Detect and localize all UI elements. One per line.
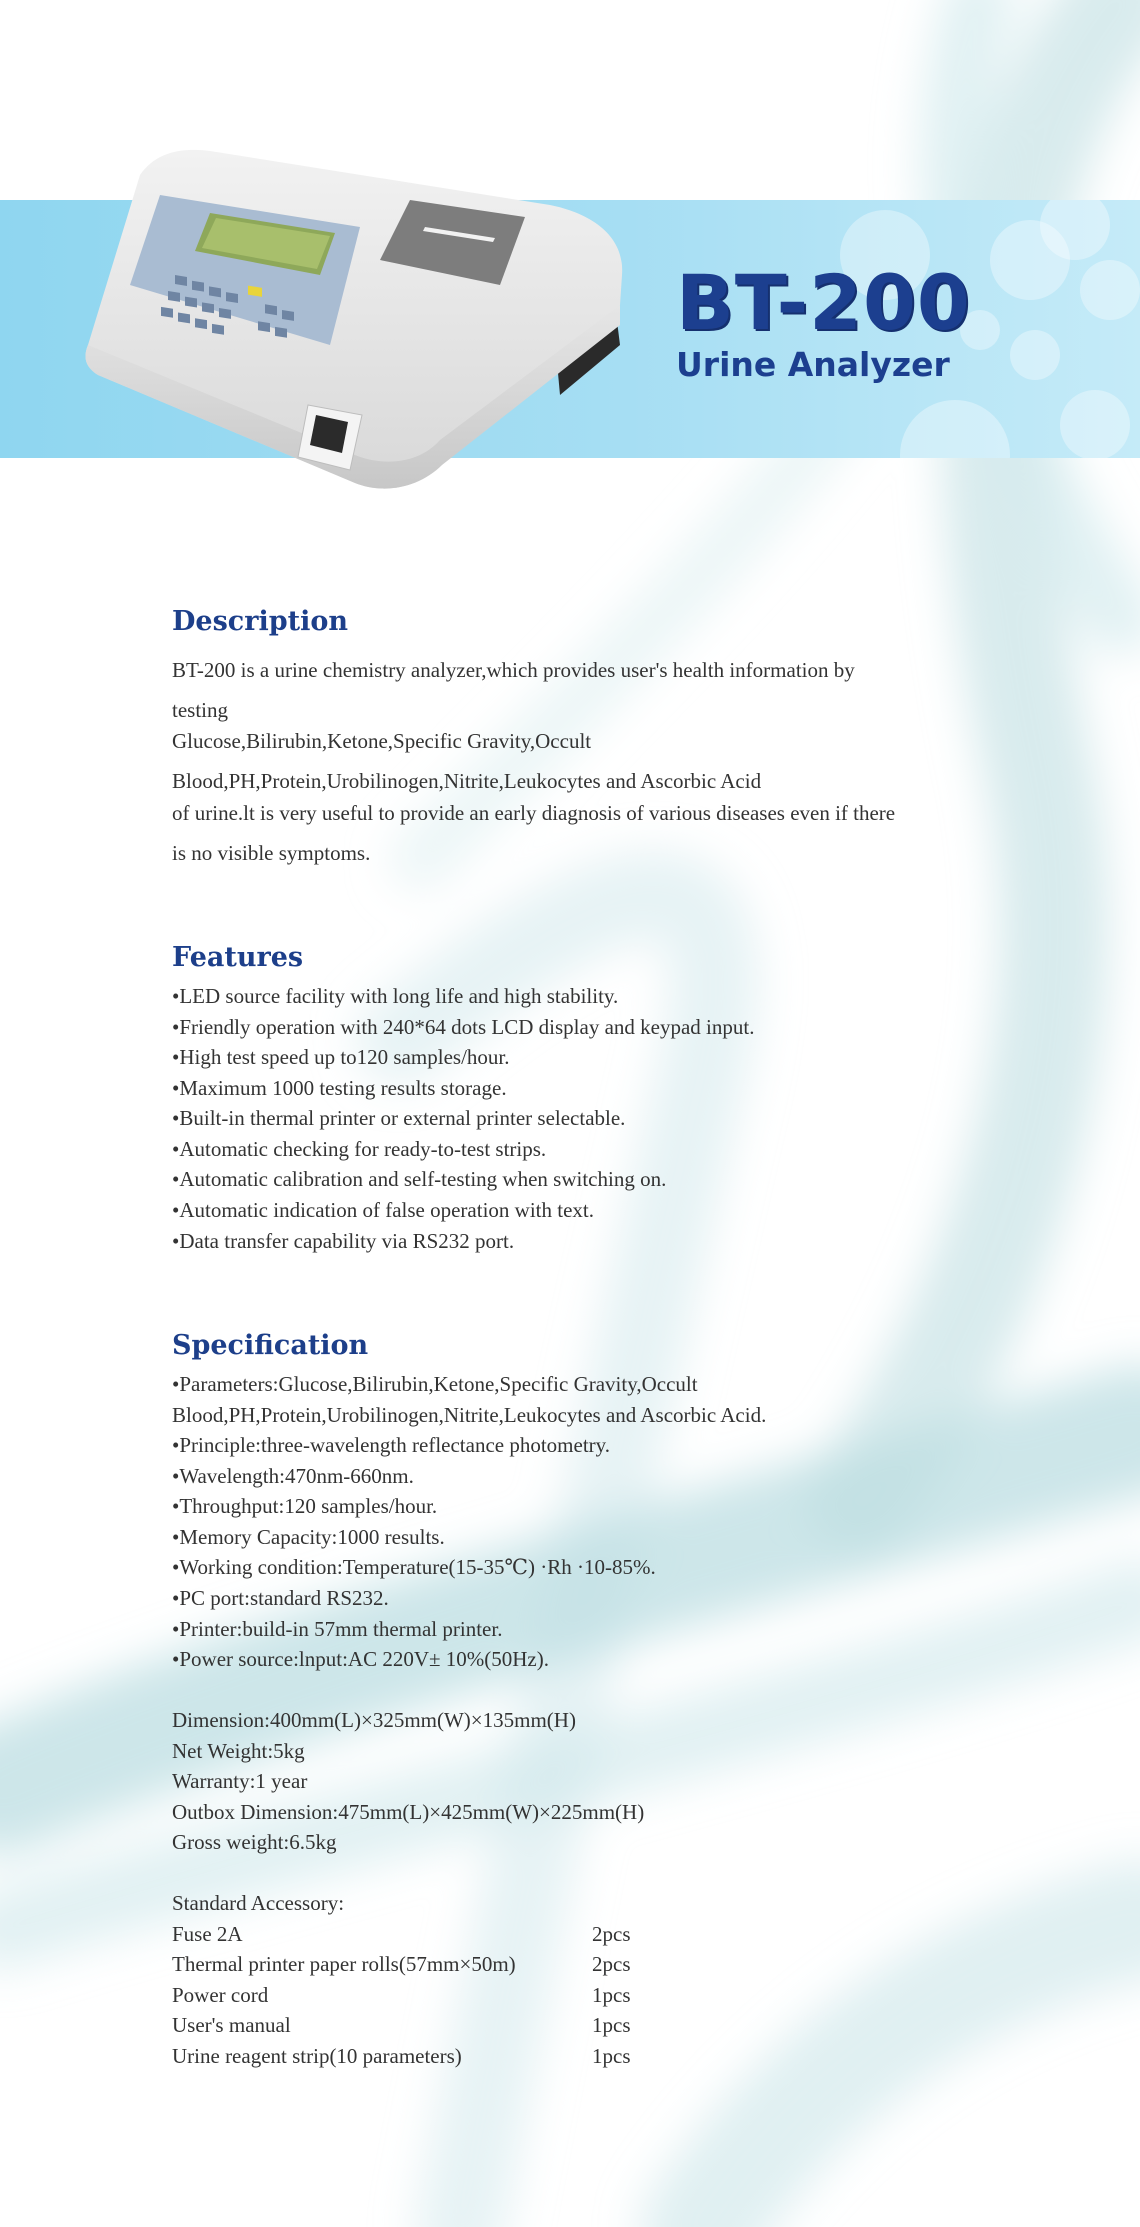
spec-item: •Wavelength:470nm-660nm.: [172, 1464, 414, 1488]
physical-spec: Warranty:1 year: [172, 1769, 308, 1793]
spec-item: •Parameters:Glucose,Bilirubin,Ketone,Specific Gravity,Occult: [172, 1372, 698, 1396]
accessory-row: [172, 2044, 692, 2069]
spec-item: •Power source:lnput:AC 220V± 10%(50Hz).: [172, 1647, 549, 1671]
spec-item: •Throughput:120 samples/hour.: [172, 1494, 438, 1518]
accessory-qty: 1pcs: [592, 2013, 631, 2037]
urine-analyzer-device-illustration: [80, 135, 640, 515]
description-line: is no visible symptoms.: [172, 841, 371, 865]
accessory-qty: 2pcs: [592, 1922, 631, 1946]
description-line: testing: [172, 698, 228, 722]
description-line: BT-200 is a urine chemistry analyzer,which provides user's health information by: [172, 658, 855, 682]
spec-item: •Working condition:Temperature(15-35℃) ·Rh ·10-85%.: [172, 1555, 656, 1579]
product-name: Urine Analyzer: [676, 345, 950, 384]
specification-heading: Specification: [172, 1330, 369, 1361]
brand-block: [676, 258, 996, 384]
accessory-row: [172, 1922, 692, 1947]
accessory-name: Power cord: [172, 1983, 269, 2007]
feature-item: •Friendly operation with 240*64 dots LCD display and keypad input.: [172, 1015, 755, 1039]
accessory-qty: 1pcs: [592, 1983, 631, 2007]
physical-spec: Dimension:400mm(L)×325mm(W)×135mm(H): [172, 1708, 576, 1732]
features-heading: Features: [172, 942, 304, 973]
feature-item: •Built-in thermal printer or external printer selectable.: [172, 1106, 626, 1130]
accessory-row: [172, 2013, 692, 2038]
spec-item: Blood,PH,Protein,Urobilinogen,Nitrite,Leukocytes and Ascorbic Acid.: [172, 1403, 767, 1427]
physical-spec: Gross weight:6.5kg: [172, 1830, 337, 1854]
description-line: Blood,PH,Protein,Urobilinogen,Nitrite,Leukocytes and Ascorbic Acid: [172, 769, 762, 793]
accessory-row: [172, 1983, 692, 2008]
accessory-name: Fuse 2A: [172, 1922, 243, 1946]
feature-item: •Automatic checking for ready-to-test strips.: [172, 1137, 547, 1161]
accessory-qty: 2pcs: [592, 1952, 631, 1976]
physical-spec: Outbox Dimension:475mm(L)×425mm(W)×225mm(H): [172, 1800, 645, 1824]
feature-item: •LED source facility with long life and high stability.: [172, 984, 619, 1008]
description-line: Glucose,Bilirubin,Ketone,Specific Gravity,Occult: [172, 729, 592, 753]
feature-item: •Automatic indication of false operation with text.: [172, 1198, 594, 1222]
physical-spec: Net Weight:5kg: [172, 1739, 305, 1763]
description-heading: Description: [172, 606, 348, 637]
accessory-row: [172, 1952, 692, 1977]
accessory-heading: Standard Accessory:: [172, 1891, 345, 1915]
spec-item: •PC port:standard RS232.: [172, 1586, 389, 1610]
feature-item: •High test speed up to120 samples/hour.: [172, 1045, 510, 1069]
feature-item: •Automatic calibration and self-testing when switching on.: [172, 1167, 667, 1191]
description-line: of urine.lt is very useful to provide an early diagnosis of various diseases even if there: [172, 801, 896, 825]
feature-item: •Maximum 1000 testing results storage.: [172, 1076, 507, 1100]
model-title: BT-200: [676, 258, 971, 347]
accessory-name: User's manual: [172, 2013, 291, 2037]
spec-item: •Printer:build-in 57mm thermal printer.: [172, 1617, 503, 1641]
spec-item: •Memory Capacity:1000 results.: [172, 1525, 445, 1549]
feature-item: •Data transfer capability via RS232 port.: [172, 1229, 515, 1253]
spec-item: •Principle:three-wavelength reflectance photometry.: [172, 1433, 611, 1457]
accessory-name: Urine reagent strip(10 parameters): [172, 2044, 462, 2068]
accessory-qty: 1pcs: [592, 2044, 631, 2068]
accessory-name: Thermal printer paper rolls(57mm×50m): [172, 1952, 516, 1976]
